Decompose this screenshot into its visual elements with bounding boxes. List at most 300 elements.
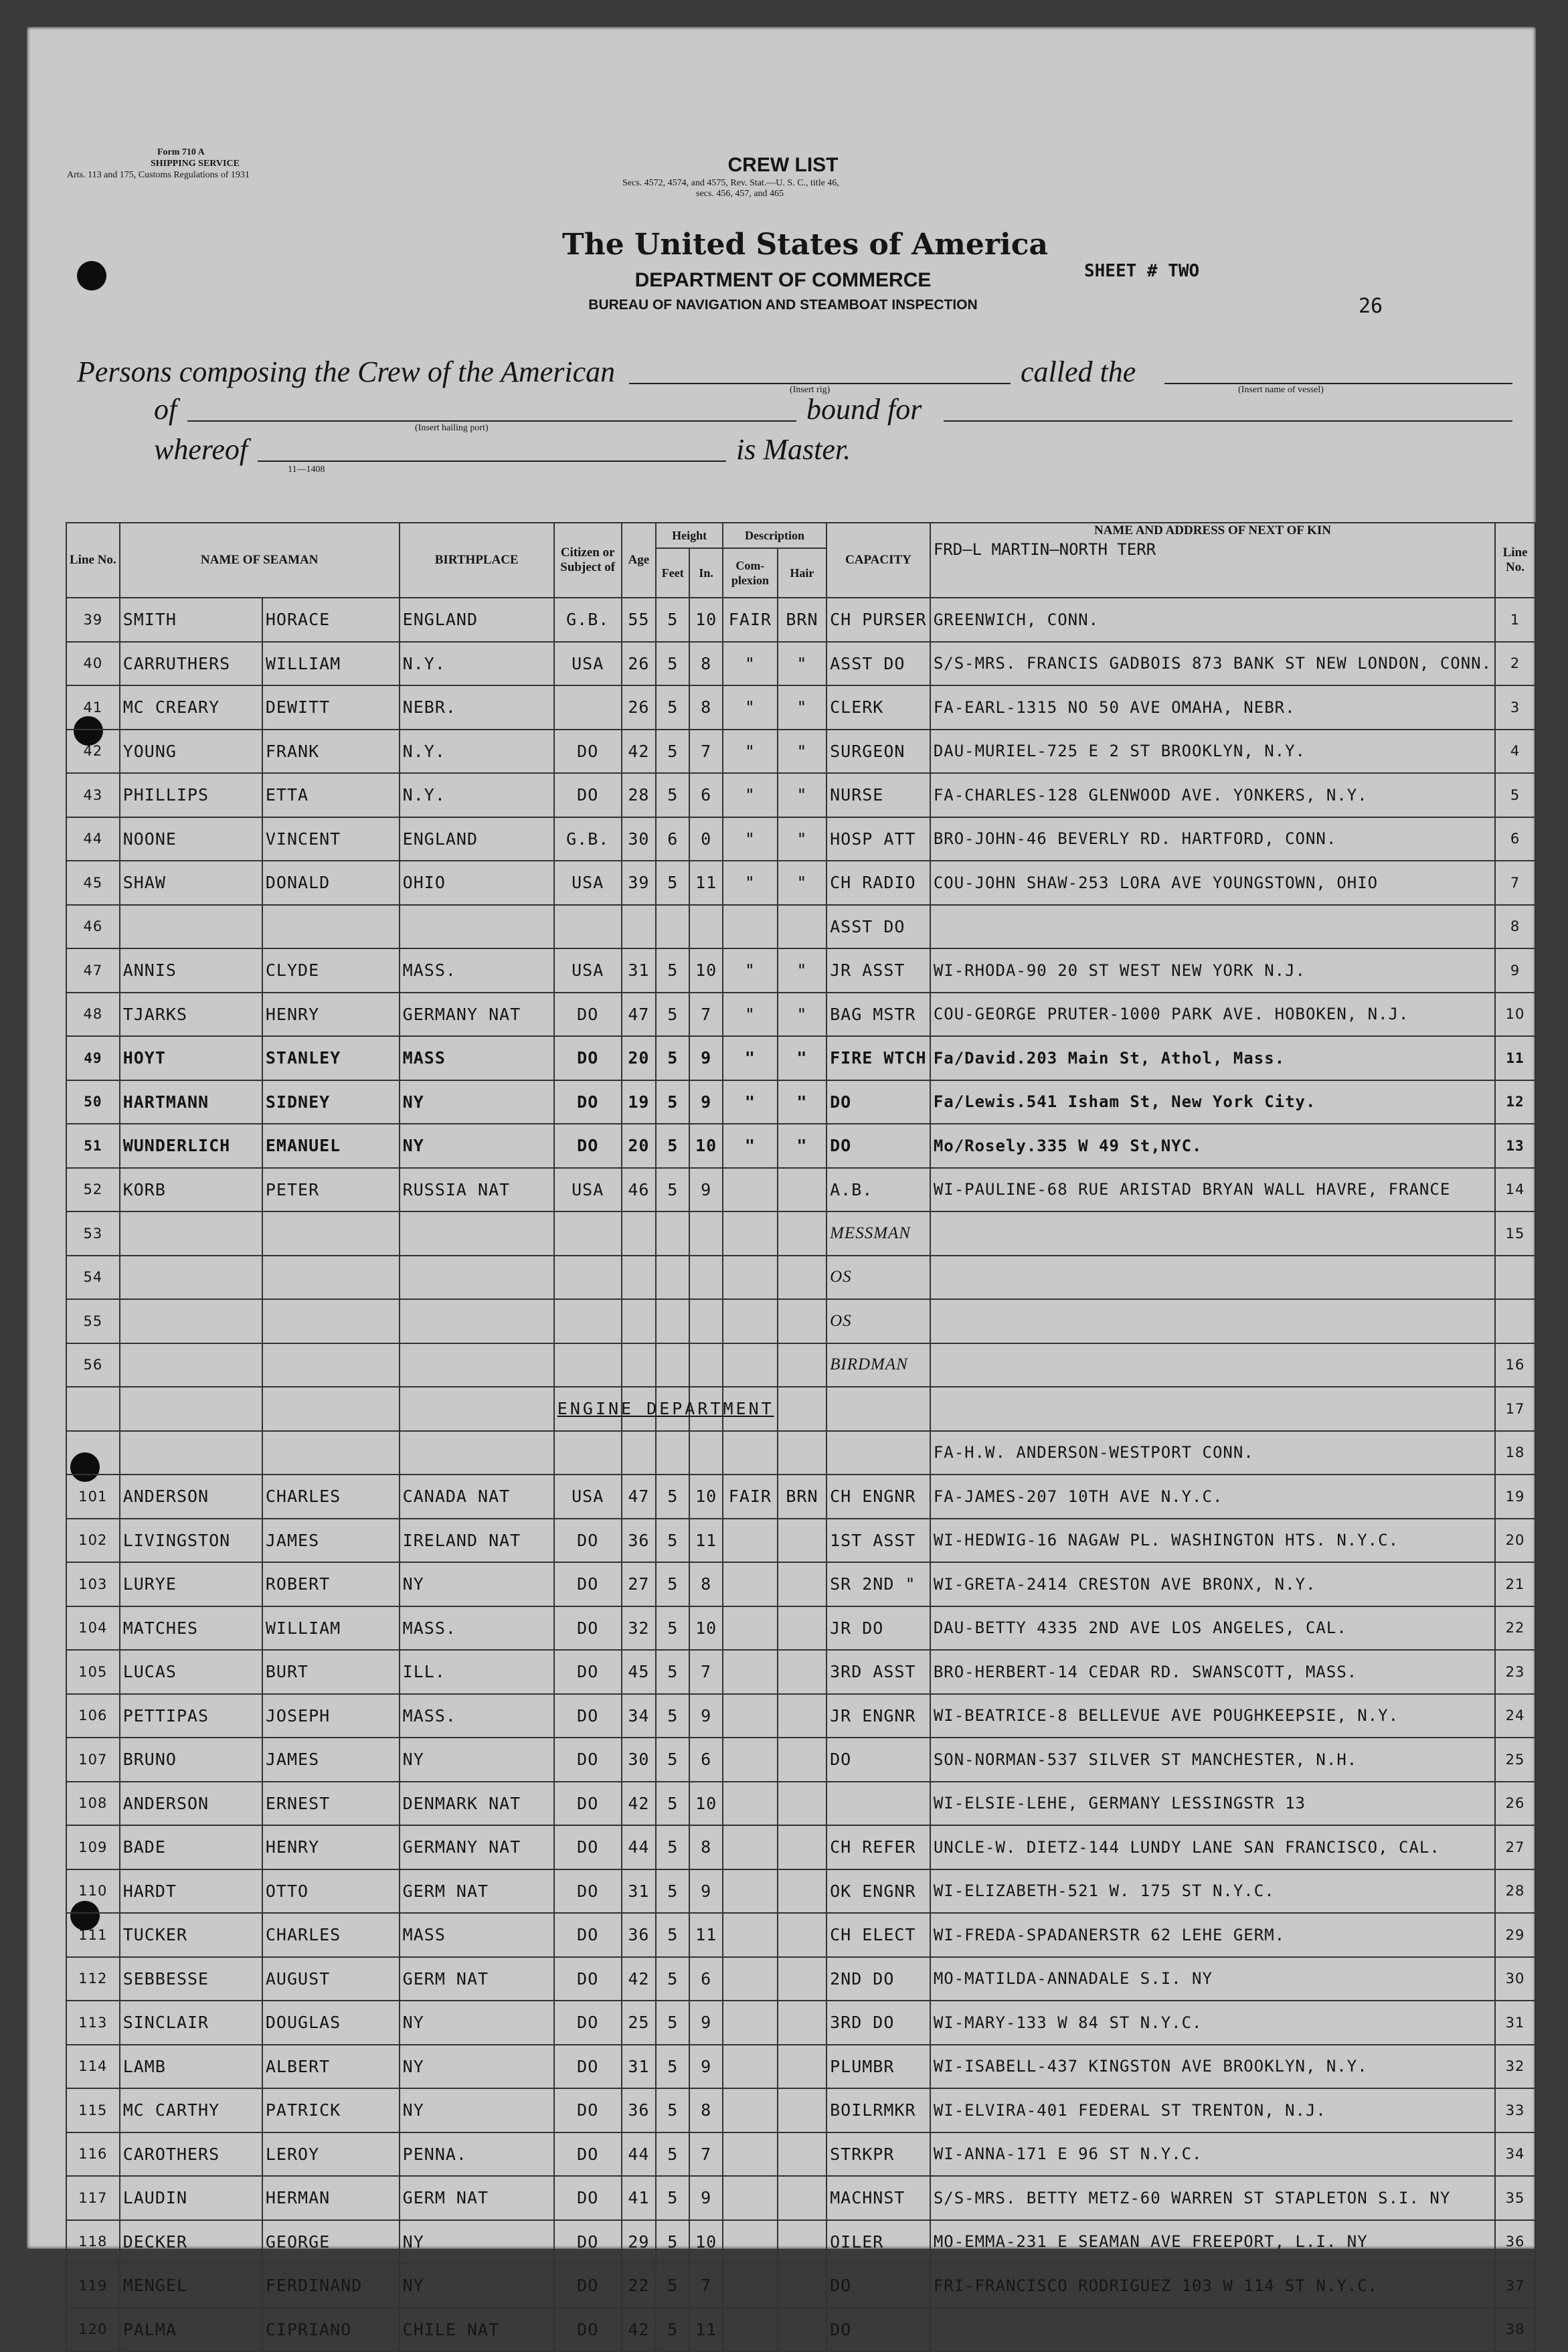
height-feet-cell	[656, 905, 689, 949]
birthplace-cell: DENMARK NAT	[400, 1782, 554, 1826]
capacity-cell: JR ENGNR	[826, 1694, 930, 1738]
hair-cell: "	[778, 642, 826, 686]
capacity-cell: CH RADIO	[826, 861, 930, 905]
line-number-cell: 107	[66, 1738, 120, 1782]
next-of-kin-cell: DAU-BETTY 4335 2ND AVE LOS ANGELES, CAL.	[930, 1606, 1495, 1651]
given-name-cell: BURT	[262, 1650, 400, 1694]
line-number-right-cell: 28	[1495, 1869, 1535, 1914]
surname-cell: LURYE	[120, 1562, 262, 1606]
age-cell	[622, 1343, 657, 1388]
crew-row	[66, 1825, 1535, 1869]
col-height: Height	[656, 523, 723, 548]
height-feet-cell: 5	[656, 773, 689, 817]
height-feet-cell: 5	[656, 2045, 689, 2089]
crew-row	[66, 2001, 1535, 2045]
age-cell: 46	[622, 1168, 657, 1212]
height-inches-cell: 9	[689, 2001, 723, 2045]
next-of-kin-cell: WI-RHODA-90 20 ST WEST NEW YORK N.J.	[930, 948, 1495, 993]
rig-blank	[629, 383, 1011, 384]
surname-cell: HARDT	[120, 1869, 262, 1914]
crew-row	[66, 861, 1535, 905]
capacity-cell: ASST DO	[826, 642, 930, 686]
citizen-cell: DO	[554, 1869, 622, 1914]
given-name-cell	[262, 1343, 400, 1388]
capacity-cell	[826, 1782, 930, 1826]
surname-cell: YOUNG	[120, 730, 262, 774]
hair-cell	[778, 1431, 826, 1475]
age-cell: 44	[622, 2132, 657, 2177]
age-cell: 32	[622, 1606, 657, 1651]
surname-cell: MC CREARY	[120, 685, 262, 730]
next-of-kin-label: NAME AND ADDRESS OF NEXT OF KIN	[1094, 523, 1331, 537]
age-cell: 26	[622, 642, 657, 686]
complexion-cell	[723, 1211, 778, 1256]
given-name-cell: PATRICK	[262, 2088, 400, 2132]
vessel-blank	[1164, 383, 1512, 384]
hair-cell	[778, 2220, 826, 2264]
height-feet-cell: 5	[656, 2088, 689, 2132]
citizen-cell: DO	[554, 1913, 622, 1957]
surname-cell	[120, 1256, 262, 1300]
hair-cell: "	[778, 1036, 826, 1080]
birthplace-cell: N.Y.	[400, 730, 554, 774]
crew-row	[66, 2088, 1535, 2132]
crew-row	[66, 2308, 1535, 2352]
given-name-cell: DOUGLAS	[262, 2001, 400, 2045]
citizen-cell: DO	[554, 1957, 622, 2001]
line-number-right-cell: 1	[1495, 598, 1535, 642]
height-feet-cell: 5	[656, 642, 689, 686]
complexion-cell	[723, 905, 778, 949]
age-cell	[622, 1211, 657, 1256]
capacity-cell: A.B.	[826, 1168, 930, 1212]
line-number-cell: 47	[66, 948, 120, 993]
given-name-cell: ALBERT	[262, 2045, 400, 2089]
preamble-called: called the	[1021, 355, 1136, 388]
hair-cell	[778, 905, 826, 949]
citizen-cell: DO	[554, 1782, 622, 1826]
age-cell: 31	[622, 948, 657, 993]
line-number-right-cell: 13	[1495, 1124, 1535, 1168]
next-of-kin-cell: WI-BEATRICE-8 BELLEVUE AVE POUGHKEEPSIE, N.Y.	[930, 1694, 1495, 1738]
birthplace-cell: MASS.	[400, 948, 554, 993]
given-name-cell: CHARLES	[262, 1475, 400, 1519]
surname-cell: DECKER	[120, 2220, 262, 2264]
age-cell: 47	[622, 1475, 657, 1519]
given-name-cell: DONALD	[262, 861, 400, 905]
surname-cell: MATCHES	[120, 1606, 262, 1651]
line-number-cell: 111	[66, 1913, 120, 1957]
col-hair: Hair	[778, 548, 826, 598]
birthplace-cell: GERM NAT	[400, 1869, 554, 1914]
age-cell: 19	[622, 1080, 657, 1124]
next-of-kin-cell	[930, 1211, 1495, 1256]
age-cell: 26	[622, 685, 657, 730]
complexion-cell: "	[723, 1036, 778, 1080]
age-cell	[622, 1431, 657, 1475]
height-inches-cell: 7	[689, 1650, 723, 1694]
hair-cell	[778, 1168, 826, 1212]
height-feet-cell	[656, 1431, 689, 1475]
capacity-cell: SURGEON	[826, 730, 930, 774]
line-number-right-cell	[1495, 1256, 1535, 1300]
height-inches-cell: 9	[689, 1694, 723, 1738]
height-feet-cell	[656, 1211, 689, 1256]
citizen-cell: DO	[554, 1080, 622, 1124]
hair-cell: "	[778, 993, 826, 1037]
line-number-cell: 110	[66, 1869, 120, 1914]
given-name-cell: CHARLES	[262, 1913, 400, 1957]
height-inches-cell: 9	[689, 2176, 723, 2220]
complexion-cell	[723, 2088, 778, 2132]
height-inches-cell: 6	[689, 773, 723, 817]
next-of-kin-cell	[930, 1343, 1495, 1388]
complexion-cell	[723, 1168, 778, 1212]
next-of-kin-cell: Mo/Rosely.335 W 49 St,NYC.	[930, 1124, 1495, 1168]
surname-cell	[120, 1387, 262, 1431]
crew-row	[66, 1694, 1535, 1738]
height-inches-cell: 9	[689, 2045, 723, 2089]
hair-cell	[778, 2308, 826, 2352]
complexion-cell	[723, 1782, 778, 1826]
next-of-kin-cell	[930, 1387, 1495, 1431]
hair-cell	[778, 1387, 826, 1431]
height-inches-cell: 7	[689, 730, 723, 774]
line-number-right-cell: 20	[1495, 1519, 1535, 1563]
height-feet-cell: 5	[656, 1475, 689, 1519]
line-number-cell: 101	[66, 1475, 120, 1519]
col-description: Description	[723, 523, 826, 548]
hair-cell	[778, 1256, 826, 1300]
age-cell: 36	[622, 2088, 657, 2132]
birthplace-cell: ENGLAND	[400, 598, 554, 642]
next-of-kin-cell: MO-MATILDA-ANNADALE S.I. NY	[930, 1957, 1495, 2001]
capacity-cell	[826, 1387, 930, 1431]
height-inches-cell: 6	[689, 1957, 723, 2001]
crew-row	[66, 2176, 1535, 2220]
hair-cell	[778, 1519, 826, 1563]
given-name-cell: VINCENT	[262, 817, 400, 861]
complexion-cell	[723, 1738, 778, 1782]
citizen-cell: DO	[554, 1519, 622, 1563]
next-of-kin-cell: WI-GRETA-2414 CRESTON AVE BRONX, N.Y.	[930, 1562, 1495, 1606]
height-inches-cell	[689, 905, 723, 949]
given-name-cell: CLYDE	[262, 948, 400, 993]
hair-cell	[778, 1738, 826, 1782]
height-inches-cell: 8	[689, 2088, 723, 2132]
birthplace-cell: MASS.	[400, 1694, 554, 1738]
bureau-title: BUREAU OF NAVIGATION AND STEAMBOAT INSPECTION	[588, 297, 978, 313]
height-feet-cell: 6	[656, 817, 689, 861]
hair-cell	[778, 1825, 826, 1869]
line-number-right-cell: 6	[1495, 817, 1535, 861]
height-inches-cell: 11	[689, 2308, 723, 2352]
age-cell: 31	[622, 1869, 657, 1914]
height-inches-cell: 8	[689, 685, 723, 730]
surname-cell: ANDERSON	[120, 1782, 262, 1826]
citizen-cell: DO	[554, 1036, 622, 1080]
crew-row	[66, 1431, 1535, 1475]
height-inches-cell	[689, 1299, 723, 1343]
hair-cell	[778, 1694, 826, 1738]
hair-cell: "	[778, 773, 826, 817]
capacity-cell: 3RD ASST	[826, 1650, 930, 1694]
complexion-cell: "	[723, 948, 778, 993]
given-name-cell: HORACE	[262, 598, 400, 642]
complexion-cell	[723, 1694, 778, 1738]
line-number-cell: 46	[66, 905, 120, 949]
birthplace-cell: NEBR.	[400, 685, 554, 730]
line-number-cell: 118	[66, 2220, 120, 2264]
next-of-kin-cell: MO-EMMA-231 E SEAMAN AVE FREEPORT, L.I. NY	[930, 2220, 1495, 2264]
surname-cell: LAMB	[120, 2045, 262, 2089]
height-feet-cell: 5	[656, 861, 689, 905]
line-number-right-cell: 27	[1495, 1825, 1535, 1869]
crew-row	[66, 598, 1535, 642]
height-feet-cell: 5	[656, 1825, 689, 1869]
height-feet-cell: 5	[656, 1738, 689, 1782]
complexion-cell	[723, 1825, 778, 1869]
birthplace-cell: OHIO	[400, 861, 554, 905]
line-number-right-cell: 32	[1495, 2045, 1535, 2089]
citizen-cell: DO	[554, 1124, 622, 1168]
line-number-cell: 50	[66, 1080, 120, 1124]
next-of-kin-cell: BRO-JOHN-46 BEVERLY RD. HARTFORD, CONN.	[930, 817, 1495, 861]
surname-cell: ANNIS	[120, 948, 262, 993]
crew-row	[66, 2045, 1535, 2089]
crew-row	[66, 905, 1535, 949]
given-name-cell: PETER	[262, 1168, 400, 1212]
next-of-kin-cell: BRO-HERBERT-14 CEDAR RD. SWANSCOTT, MASS.	[930, 1650, 1495, 1694]
hair-cell	[778, 1343, 826, 1388]
next-of-kin-cell: GREENWICH, CONN.	[930, 598, 1495, 642]
age-cell: 42	[622, 1782, 657, 1826]
given-name-cell: EMANUEL	[262, 1124, 400, 1168]
form-arts: Arts. 113 and 175, Customs Regulations of 1931	[67, 170, 250, 180]
complexion-cell	[723, 1299, 778, 1343]
given-name-cell: STANLEY	[262, 1036, 400, 1080]
line-number-cell: 42	[66, 730, 120, 774]
line-number-cell	[66, 1387, 120, 1431]
birthplace-cell: NY	[400, 2264, 554, 2308]
height-inches-cell: 10	[689, 1606, 723, 1651]
next-of-kin-cell: FA-H.W. ANDERSON-WESTPORT CONN.	[930, 1431, 1495, 1475]
height-inches-cell: 10	[689, 948, 723, 993]
age-cell: 42	[622, 1957, 657, 2001]
given-name-cell	[262, 905, 400, 949]
line-number-cell: 120	[66, 2308, 120, 2352]
age-cell: 36	[622, 1519, 657, 1563]
col-capacity: CAPACITY	[826, 523, 930, 598]
hair-cell	[778, 2132, 826, 2177]
next-of-kin-cell: WI-ELIZABETH-521 W. 175 ST N.Y.C.	[930, 1869, 1495, 1914]
line-number-right-cell: 16	[1495, 1343, 1535, 1388]
citizen-cell: DO	[554, 1650, 622, 1694]
birthplace-cell	[400, 1211, 554, 1256]
capacity-cell: ASST DO	[826, 905, 930, 949]
capacity-cell: DO	[826, 2264, 930, 2308]
line-number-right-cell: 8	[1495, 905, 1535, 949]
age-cell: 39	[622, 861, 657, 905]
crew-row	[66, 685, 1535, 730]
bound-blank	[944, 420, 1512, 422]
capacity-cell: DO	[826, 1738, 930, 1782]
punch-hole	[77, 261, 106, 290]
citizen-cell: DO	[554, 1694, 622, 1738]
height-inches-cell	[689, 1211, 723, 1256]
citizen-cell	[554, 1431, 622, 1475]
height-feet-cell	[656, 1343, 689, 1388]
given-name-cell	[262, 1431, 400, 1475]
age-cell: 20	[622, 1124, 657, 1168]
height-inches-cell: 10	[689, 2220, 723, 2264]
citizen-cell	[554, 1211, 622, 1256]
hair-cell	[778, 1606, 826, 1651]
citizen-cell	[554, 685, 622, 730]
crew-row	[66, 2220, 1535, 2264]
capacity-cell: OILER	[826, 2220, 930, 2264]
capacity-cell: 2ND DO	[826, 1957, 930, 2001]
height-inches-cell: 9	[689, 1168, 723, 1212]
crew-row	[66, 1080, 1535, 1124]
next-of-kin-cell: Fa/David.203 Main St, Athol, Mass.	[930, 1036, 1495, 1080]
next-of-kin-cell: WI-ELVIRA-401 FEDERAL ST TRENTON, N.J.	[930, 2088, 1495, 2132]
height-feet-cell: 5	[656, 598, 689, 642]
surname-cell: MC CARTHY	[120, 2088, 262, 2132]
capacity-cell	[826, 1431, 930, 1475]
age-cell: 29	[622, 2220, 657, 2264]
line-number-right-cell: 11	[1495, 1036, 1535, 1080]
crew-row	[66, 1343, 1535, 1388]
capacity-cell: MESSMAN	[826, 1211, 930, 1256]
birthplace-cell: RUSSIA NAT	[400, 1168, 554, 1212]
line-number-cell: 54	[66, 1256, 120, 1300]
height-feet-cell: 5	[656, 1168, 689, 1212]
crew-row	[66, 2132, 1535, 2177]
given-name-cell: HENRY	[262, 1825, 400, 1869]
birthplace-cell: MASS	[400, 1036, 554, 1080]
surname-cell: PALMA	[120, 2308, 262, 2352]
age-cell: 20	[622, 1036, 657, 1080]
capacity-cell: DO	[826, 1080, 930, 1124]
crew-row	[66, 1124, 1535, 1168]
birthplace-cell: NY	[400, 2001, 554, 2045]
hair-cell	[778, 1782, 826, 1826]
age-cell	[622, 905, 657, 949]
given-name-cell: ROBERT	[262, 1562, 400, 1606]
birthplace-cell	[400, 905, 554, 949]
hair-cell	[778, 1299, 826, 1343]
capacity-cell: OS	[826, 1299, 930, 1343]
capacity-cell: 1ST ASST	[826, 1519, 930, 1563]
line-number-right-cell: 38	[1495, 2308, 1535, 2352]
line-number-cell: 115	[66, 2088, 120, 2132]
line-number-right-cell: 15	[1495, 1211, 1535, 1256]
port-blank	[187, 420, 796, 422]
age-cell: 25	[622, 2001, 657, 2045]
hair-cell	[778, 1869, 826, 1914]
hair-cell: "	[778, 948, 826, 993]
next-of-kin-cell	[930, 2308, 1495, 2352]
surname-cell: BADE	[120, 1825, 262, 1869]
height-feet-cell: 5	[656, 1606, 689, 1651]
age-cell: 31	[622, 2045, 657, 2089]
crew-row	[66, 642, 1535, 686]
capacity-cell: CH ELECT	[826, 1913, 930, 1957]
capacity-cell: MACHNST	[826, 2176, 930, 2220]
next-of-kin-cell: FRI-FRANCISCO RODRIGUEZ 103 W 114 ST N.Y.C.	[930, 2264, 1495, 2308]
next-of-kin-cell: COU-GEORGE PRUTER-1000 PARK AVE. HOBOKEN, N.J.	[930, 993, 1495, 1037]
given-name-cell: DEWITT	[262, 685, 400, 730]
col-line-no: Line No.	[66, 523, 120, 598]
line-number-right-cell: 35	[1495, 2176, 1535, 2220]
line-number-cell: 48	[66, 993, 120, 1037]
surname-cell	[120, 1343, 262, 1388]
line-number-cell: 109	[66, 1825, 120, 1869]
line-number-cell: 105	[66, 1650, 120, 1694]
age-cell: 22	[622, 2264, 657, 2308]
surname-cell: HOYT	[120, 1036, 262, 1080]
capacity-cell: JR DO	[826, 1606, 930, 1651]
complexion-cell: FAIR	[723, 598, 778, 642]
given-name-cell: GEORGE	[262, 2220, 400, 2264]
capacity-cell: JR ASST	[826, 948, 930, 993]
birthplace-cell: GERMANY NAT	[400, 993, 554, 1037]
col-line-no-right: Line No.	[1495, 523, 1535, 598]
age-cell: 41	[622, 2176, 657, 2220]
crew-row	[66, 1519, 1535, 1563]
next-of-kin-cell: FA-CHARLES-128 GLENWOOD AVE. YONKERS, N.Y.	[930, 773, 1495, 817]
height-inches-cell: 9	[689, 1036, 723, 1080]
next-of-kin-cell	[930, 905, 1495, 949]
complexion-cell	[723, 2220, 778, 2264]
height-inches-cell: 7	[689, 993, 723, 1037]
capacity-cell: CH REFER	[826, 1825, 930, 1869]
line-number-cell: 45	[66, 861, 120, 905]
line-number-right-cell: 33	[1495, 2088, 1535, 2132]
birthplace-cell: NY	[400, 2220, 554, 2264]
surname-cell	[120, 1211, 262, 1256]
line-number-right-cell: 2	[1495, 642, 1535, 686]
next-of-kin-cell	[930, 1299, 1495, 1343]
height-inches-cell: 10	[689, 1124, 723, 1168]
citizen-cell: DO	[554, 2308, 622, 2352]
citizen-cell	[554, 1343, 622, 1388]
height-inches-cell: 9	[689, 1080, 723, 1124]
birthplace-cell: NY	[400, 2088, 554, 2132]
crew-rows	[66, 598, 1535, 2351]
line-number-cell: 117	[66, 2176, 120, 2220]
hair-cell	[778, 2001, 826, 2045]
capacity-cell: CH PURSER	[826, 598, 930, 642]
surname-cell: NOONE	[120, 817, 262, 861]
citizen-cell: DO	[554, 2220, 622, 2264]
line-number-right-cell: 24	[1495, 1694, 1535, 1738]
col-citizen: Citizen or Subject of	[554, 523, 622, 598]
surname-cell: SINCLAIR	[120, 2001, 262, 2045]
citizen-cell: USA	[554, 948, 622, 993]
next-of-kin-cell: WI-FREDA-SPADANERSTR 62 LEHE GERM.	[930, 1913, 1495, 1957]
line-number-cell: 53	[66, 1211, 120, 1256]
col-age: Age	[622, 523, 657, 598]
citizen-cell: G.B.	[554, 817, 622, 861]
crew-row	[66, 730, 1535, 774]
complexion-cell: "	[723, 642, 778, 686]
page-number: 26	[1359, 295, 1383, 318]
complexion-cell: "	[723, 861, 778, 905]
capacity-cell: HOSP ATT	[826, 817, 930, 861]
complexion-cell	[723, 1519, 778, 1563]
